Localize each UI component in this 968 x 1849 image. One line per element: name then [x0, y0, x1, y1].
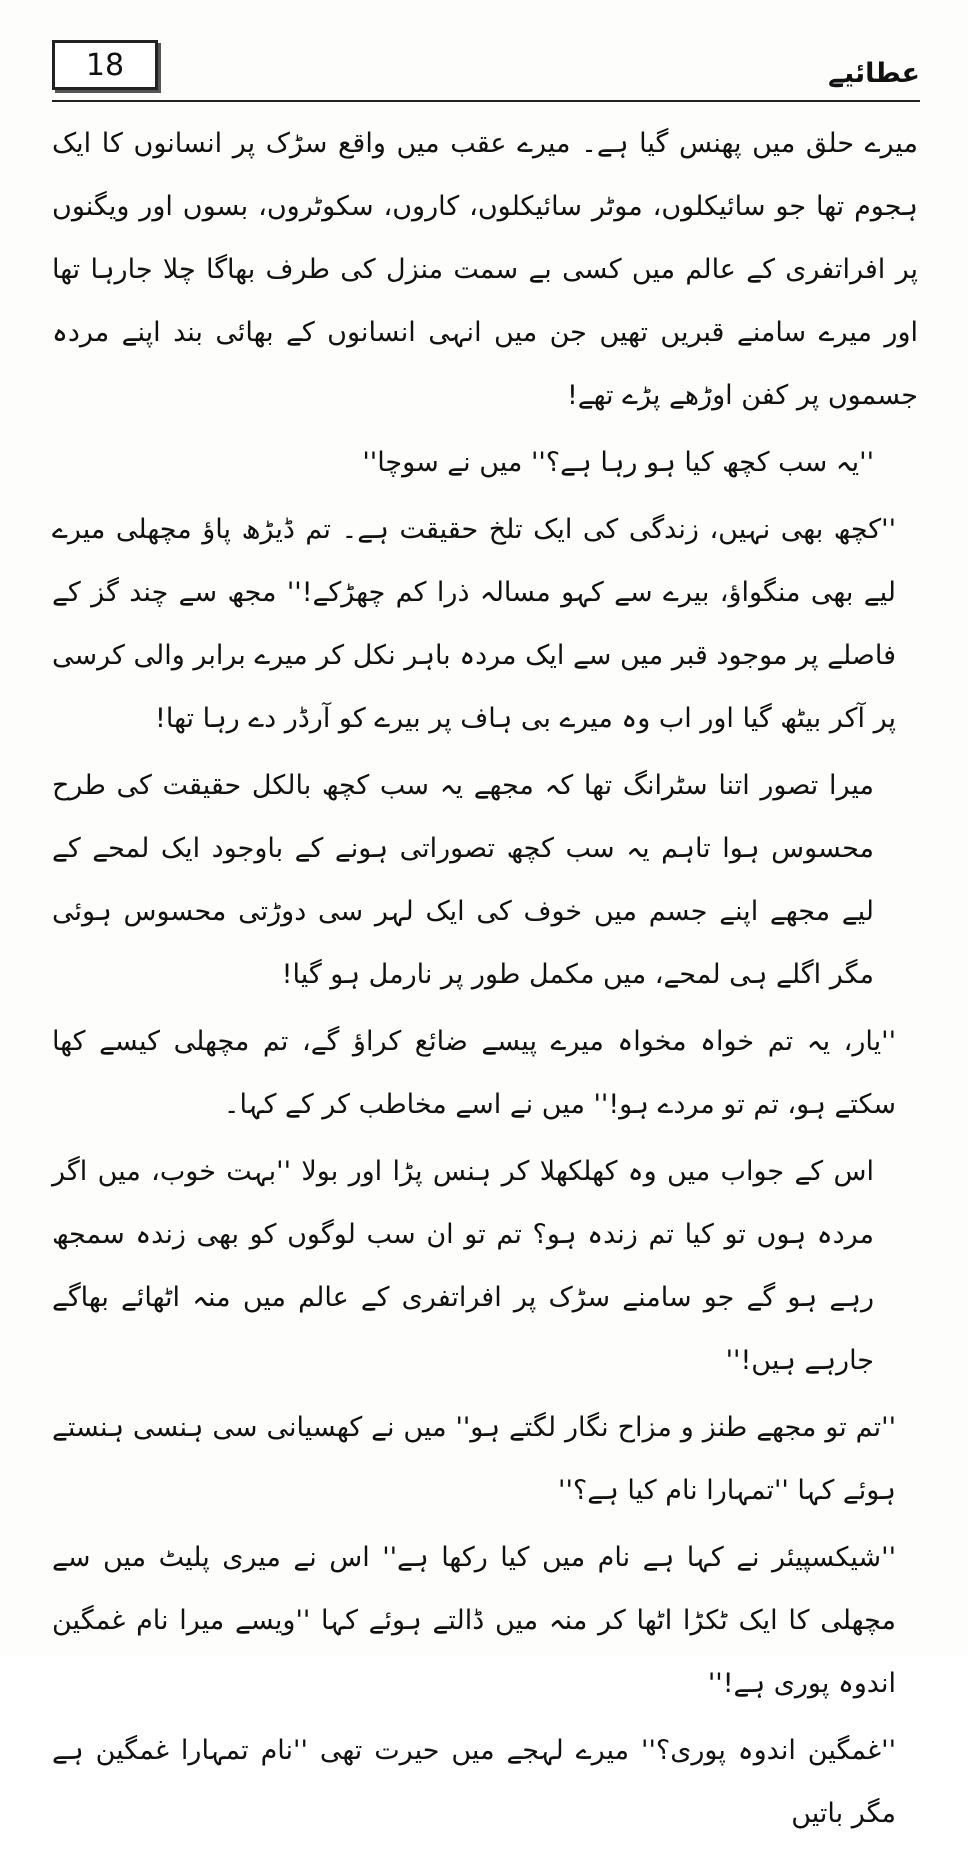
paragraph-6: اس کے جواب میں وہ کھلکھلا کر ہنس پڑا اور بولا ''بہت خوب، میں اگر مردہ ہوں تو کیا تم زندہ ہو؟ تم تو ان سب لوگوں کو بھی زندہ سمجھ رہے ہو گے جو سامنے سڑک پر افراتفری کے عالم میں منہ اٹھائے بھاگے جارہے ہیں!'' [52, 1156, 874, 1376]
running-title: عطائیے [828, 58, 920, 89]
paragraph-8: ''شیکسپیئر نے کہا ہے نام میں کیا رکھا ہے'' اس نے میری پلیٹ میں سے مچھلی کا ایک ٹکڑا اٹھا کر منہ میں ڈالتے ہوئے کہا ''ویسے میرا نام غمگین اندوہ پوری ہے!'' [52, 1542, 896, 1699]
paragraph-3: ''کچھ بھی نہیں، زندگی کی ایک تلخ حقیقت ہے۔ تم ڈیڑھ پاؤ مچھلی میرے لیے بھی منگواؤ، بیرے سے کہو مسالہ ذرا کم چھڑکے!'' مجھ سے چند گز کے فاصلے پر موجود قبر میں سے ایک مردہ باہر نکل کر میرے برابر والی کرسی پر آکر بیٹھ گیا اور اب وہ میرے بی ہاف پر بیرے کو آرڈر دے رہا تھا! [52, 514, 896, 734]
paragraph-4: میرا تصور اتنا سٹرانگ تھا کہ مجھے یہ سب کچھ بالکل حقیقت کی طرح محسوس ہوا تاہم یہ سب کچھ تصوراتی ہونے کے باوجود ایک لمحے کے لیے مجھے اپنے جسم میں خوف کی ایک لہر سی دوڑتی محسوس ہوئی مگر اگلے ہی لمحے، میں مکمل طور پر نارمل ہو گیا! [52, 770, 874, 990]
paragraph-1: میرے حلق میں پھنس گیا ہے۔ میرے عقب میں واقع سڑک پر انسانوں کا ایک ہجوم تھا جو سائیکلوں، موٹر سائیکلوں، کاروں، سکوٹروں، بسوں اور ویگنوں پر افراتفری کے عالم میں کسی بے سمت منزل کی طرف بھاگا چلا جارہا تھا اور میرے سامنے قبریں تھیں جن میں انہی انسانوں کے بھائی بند اپنے مردہ جسموں پر کفن اوڑھے پڑے تھے! [52, 128, 918, 411]
header-divider [52, 100, 920, 102]
paragraph-7: ''تم تو مجھے طنز و مزاح نگار لگتے ہو'' میں نے کھسیانی سی ہنسی ہنستے ہوئے کہا ''تمہارا نام کیا ہے؟'' [52, 1412, 896, 1506]
paragraph-5: ''یار، یہ تم خواہ مخواہ میرے پیسے ضائع کراؤ گے، تم مچھلی کیسے کھا سکتے ہو، تم تو مردے ہو!'' میں نے اسے مخاطب کر کے کہا۔ [52, 1026, 896, 1120]
paragraph-2: ''یہ سب کچھ کیا ہو رہا ہے؟'' میں نے سوچا'' [362, 447, 874, 478]
page-number: 18 [52, 40, 158, 90]
paragraph-9: ''غمگین اندوہ پوری؟'' میرے لہجے میں حیرت تھی ''نام تمہارا غمگین ہے مگر باتیں [52, 1735, 896, 1829]
page-body [52, 112, 918, 1849]
